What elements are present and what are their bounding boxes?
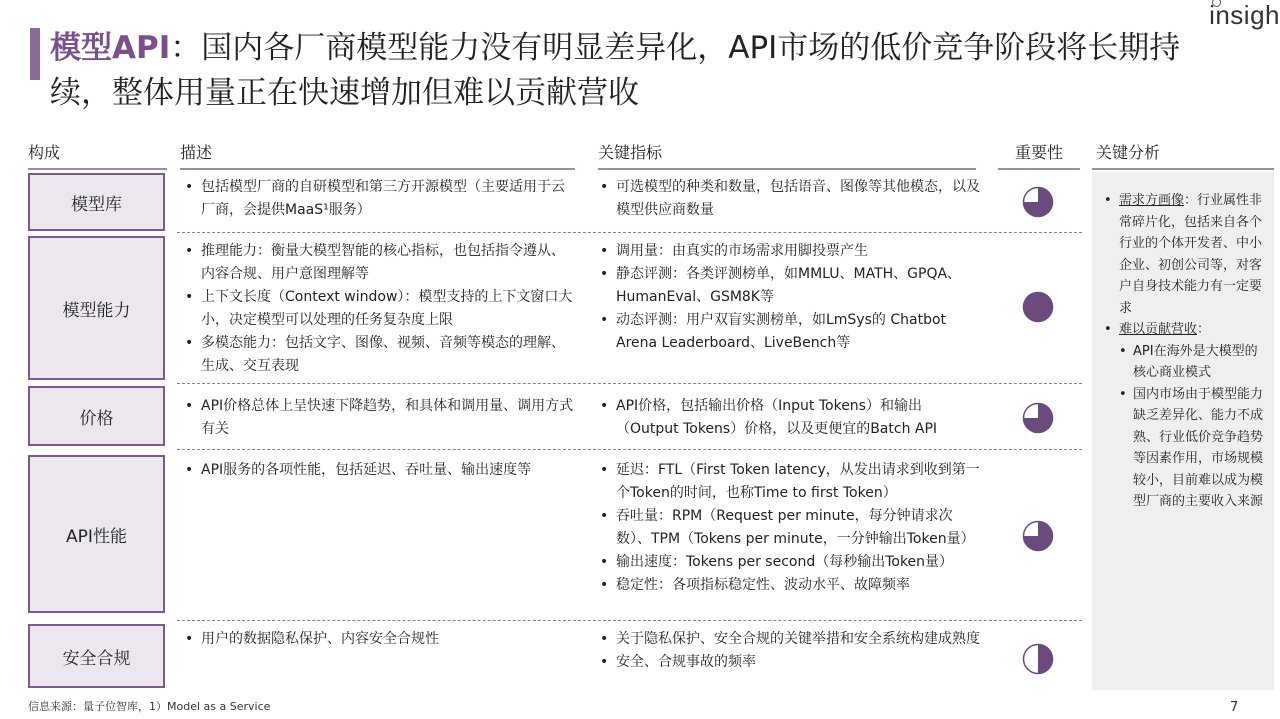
row5-metrics	[598, 628, 983, 674]
row4-metrics	[598, 459, 983, 597]
analysis-subpoint: • 国内市场由于模型能力缺乏差异化、能力不成熟、行业低价竞争趋势等因素作用，市场规模较小，目前难以成为模型厂商的主要收入来源	[1119, 384, 1264, 513]
list-item: • API价格，包括输出价格（Input Tokens）和输出（Output Tokens）价格，以及更便宜的Batch API	[598, 395, 983, 441]
key-analysis-panel	[1092, 172, 1274, 690]
row-divider	[177, 620, 1082, 621]
row2-description	[183, 240, 578, 378]
list-item: • 可选模型的种类和数量，包括语音、图像等其他模态，以及模型供应商数量	[598, 176, 983, 222]
row3-description	[183, 395, 578, 441]
title-rest: ：国内各厂商模型能力没有明显差异化，API市场的低价竞争阶段将长期持续，整体用量正在快速增加但难以贡献营收	[50, 30, 1181, 111]
title-highlight: 模型API	[50, 30, 171, 66]
list-item: • 稳定性：各项指标稳定性、波动水平、故障频率	[598, 574, 983, 597]
row2-metrics	[598, 240, 983, 355]
logo-text: insigh	[1209, 0, 1280, 30]
category-api-performance: API性能	[28, 455, 165, 613]
row1-description	[183, 176, 578, 222]
importance-pie-icon	[1022, 291, 1054, 323]
analysis-point-title: 需求方画像	[1119, 193, 1185, 208]
list-item: • 延迟：FTL（First Token latency，从发出请求到收到第一个Token的时间，也称Time to first Token）	[598, 459, 983, 505]
row-divider	[177, 232, 1082, 233]
category-security-compliance: 安全合规	[28, 624, 165, 688]
list-item: • 输出速度：Tokens per second（每秒输出Token量）	[598, 551, 983, 574]
list-item: • 多模态能力：包括文字、图像、视频、音频等模态的理解、生成、交互表现	[183, 332, 578, 378]
row-divider	[177, 383, 1082, 384]
list-item: • 上下文长度（Context window）：模型支持的上下文窗口大小，决定模型可以处理的任务复杂度上限	[183, 286, 578, 332]
row4-description	[183, 459, 588, 482]
list-item: • 安全、合规事故的频率	[598, 651, 983, 674]
list-item: • 静态评测：各类评测榜单，如MMLU、MATH、GPQA、HumanEval、GSM8K等	[598, 263, 983, 309]
pie-fill	[1024, 293, 1053, 322]
category-model-library: 模型库	[28, 173, 165, 231]
header-description: 描述	[180, 140, 575, 170]
list-item: • 推理能力：衡量大模型智能的核心指标，也包括指令遵从、内容合规、用户意图理解等	[183, 240, 578, 286]
analysis-point	[1104, 190, 1264, 319]
source-footnote: 信息来源：量子位智库，1）Model as a Service	[28, 700, 271, 713]
list-item: • API价格总体上呈快速下降趋势，和具体和调用量、调用方式有关	[183, 395, 578, 441]
row3-metrics	[598, 395, 983, 441]
list-item: • 吞吐量：RPM（Request per minute，每分钟请求次数）、TPM（Tokens per minute，一分钟输出Token量）	[598, 505, 983, 551]
list-item: • 关于隐私保护、安全合规的关键举措和安全系统构建成熟度	[598, 628, 983, 651]
analysis-point	[1104, 319, 1264, 513]
list-item: • 调用量：由真实的市场需求用脚投票产生	[598, 240, 983, 263]
row1-metrics	[598, 176, 983, 222]
category-price: 价格	[28, 386, 165, 446]
header-category: 构成	[28, 140, 167, 170]
row-divider	[177, 449, 1082, 450]
category-model-capability: 模型能力	[28, 236, 165, 380]
row5-description	[183, 628, 578, 651]
list-item: • API服务的各项性能，包括延迟、吞吐量、输出速度等	[183, 459, 588, 482]
importance-pie-icon	[1022, 643, 1054, 675]
importance-pie-icon	[1022, 186, 1054, 218]
importance-pie-icon	[1022, 520, 1054, 552]
header-metrics: 关键指标	[598, 140, 976, 170]
header-importance: 重要性	[998, 140, 1080, 170]
header-analysis: 关键分析	[1092, 140, 1274, 170]
list-item: • 动态评测：用户双盲实测榜单，如LmSys的 Chatbot Arena Leaderboard、LiveBench等	[598, 309, 983, 355]
page-title	[50, 26, 1240, 116]
list-item: • 用户的数据隐私保护、内容安全合规性	[183, 628, 578, 651]
analysis-body	[1104, 190, 1264, 513]
page-number: 7	[1230, 700, 1239, 715]
pie-fill	[1038, 645, 1052, 674]
analysis-point-text: ：行业属性非常碎片化，包括来自各个行业的个体开发者、中小企业、初创公司等，对客户自身技术能力有一定要求	[1119, 193, 1263, 316]
importance-pie-icon	[1022, 402, 1054, 434]
analysis-point-text: ：	[1197, 322, 1211, 337]
analysis-point-title: 难以贡献营收	[1119, 322, 1198, 337]
title-accent-bar	[30, 28, 40, 80]
analysis-subpoint: • API在海外是大模型的核心商业模式	[1119, 341, 1264, 384]
list-item: • 包括模型厂商的自研模型和第三方开源模型（主要适用于云厂商，会提供MaaS¹服务）	[183, 176, 578, 222]
